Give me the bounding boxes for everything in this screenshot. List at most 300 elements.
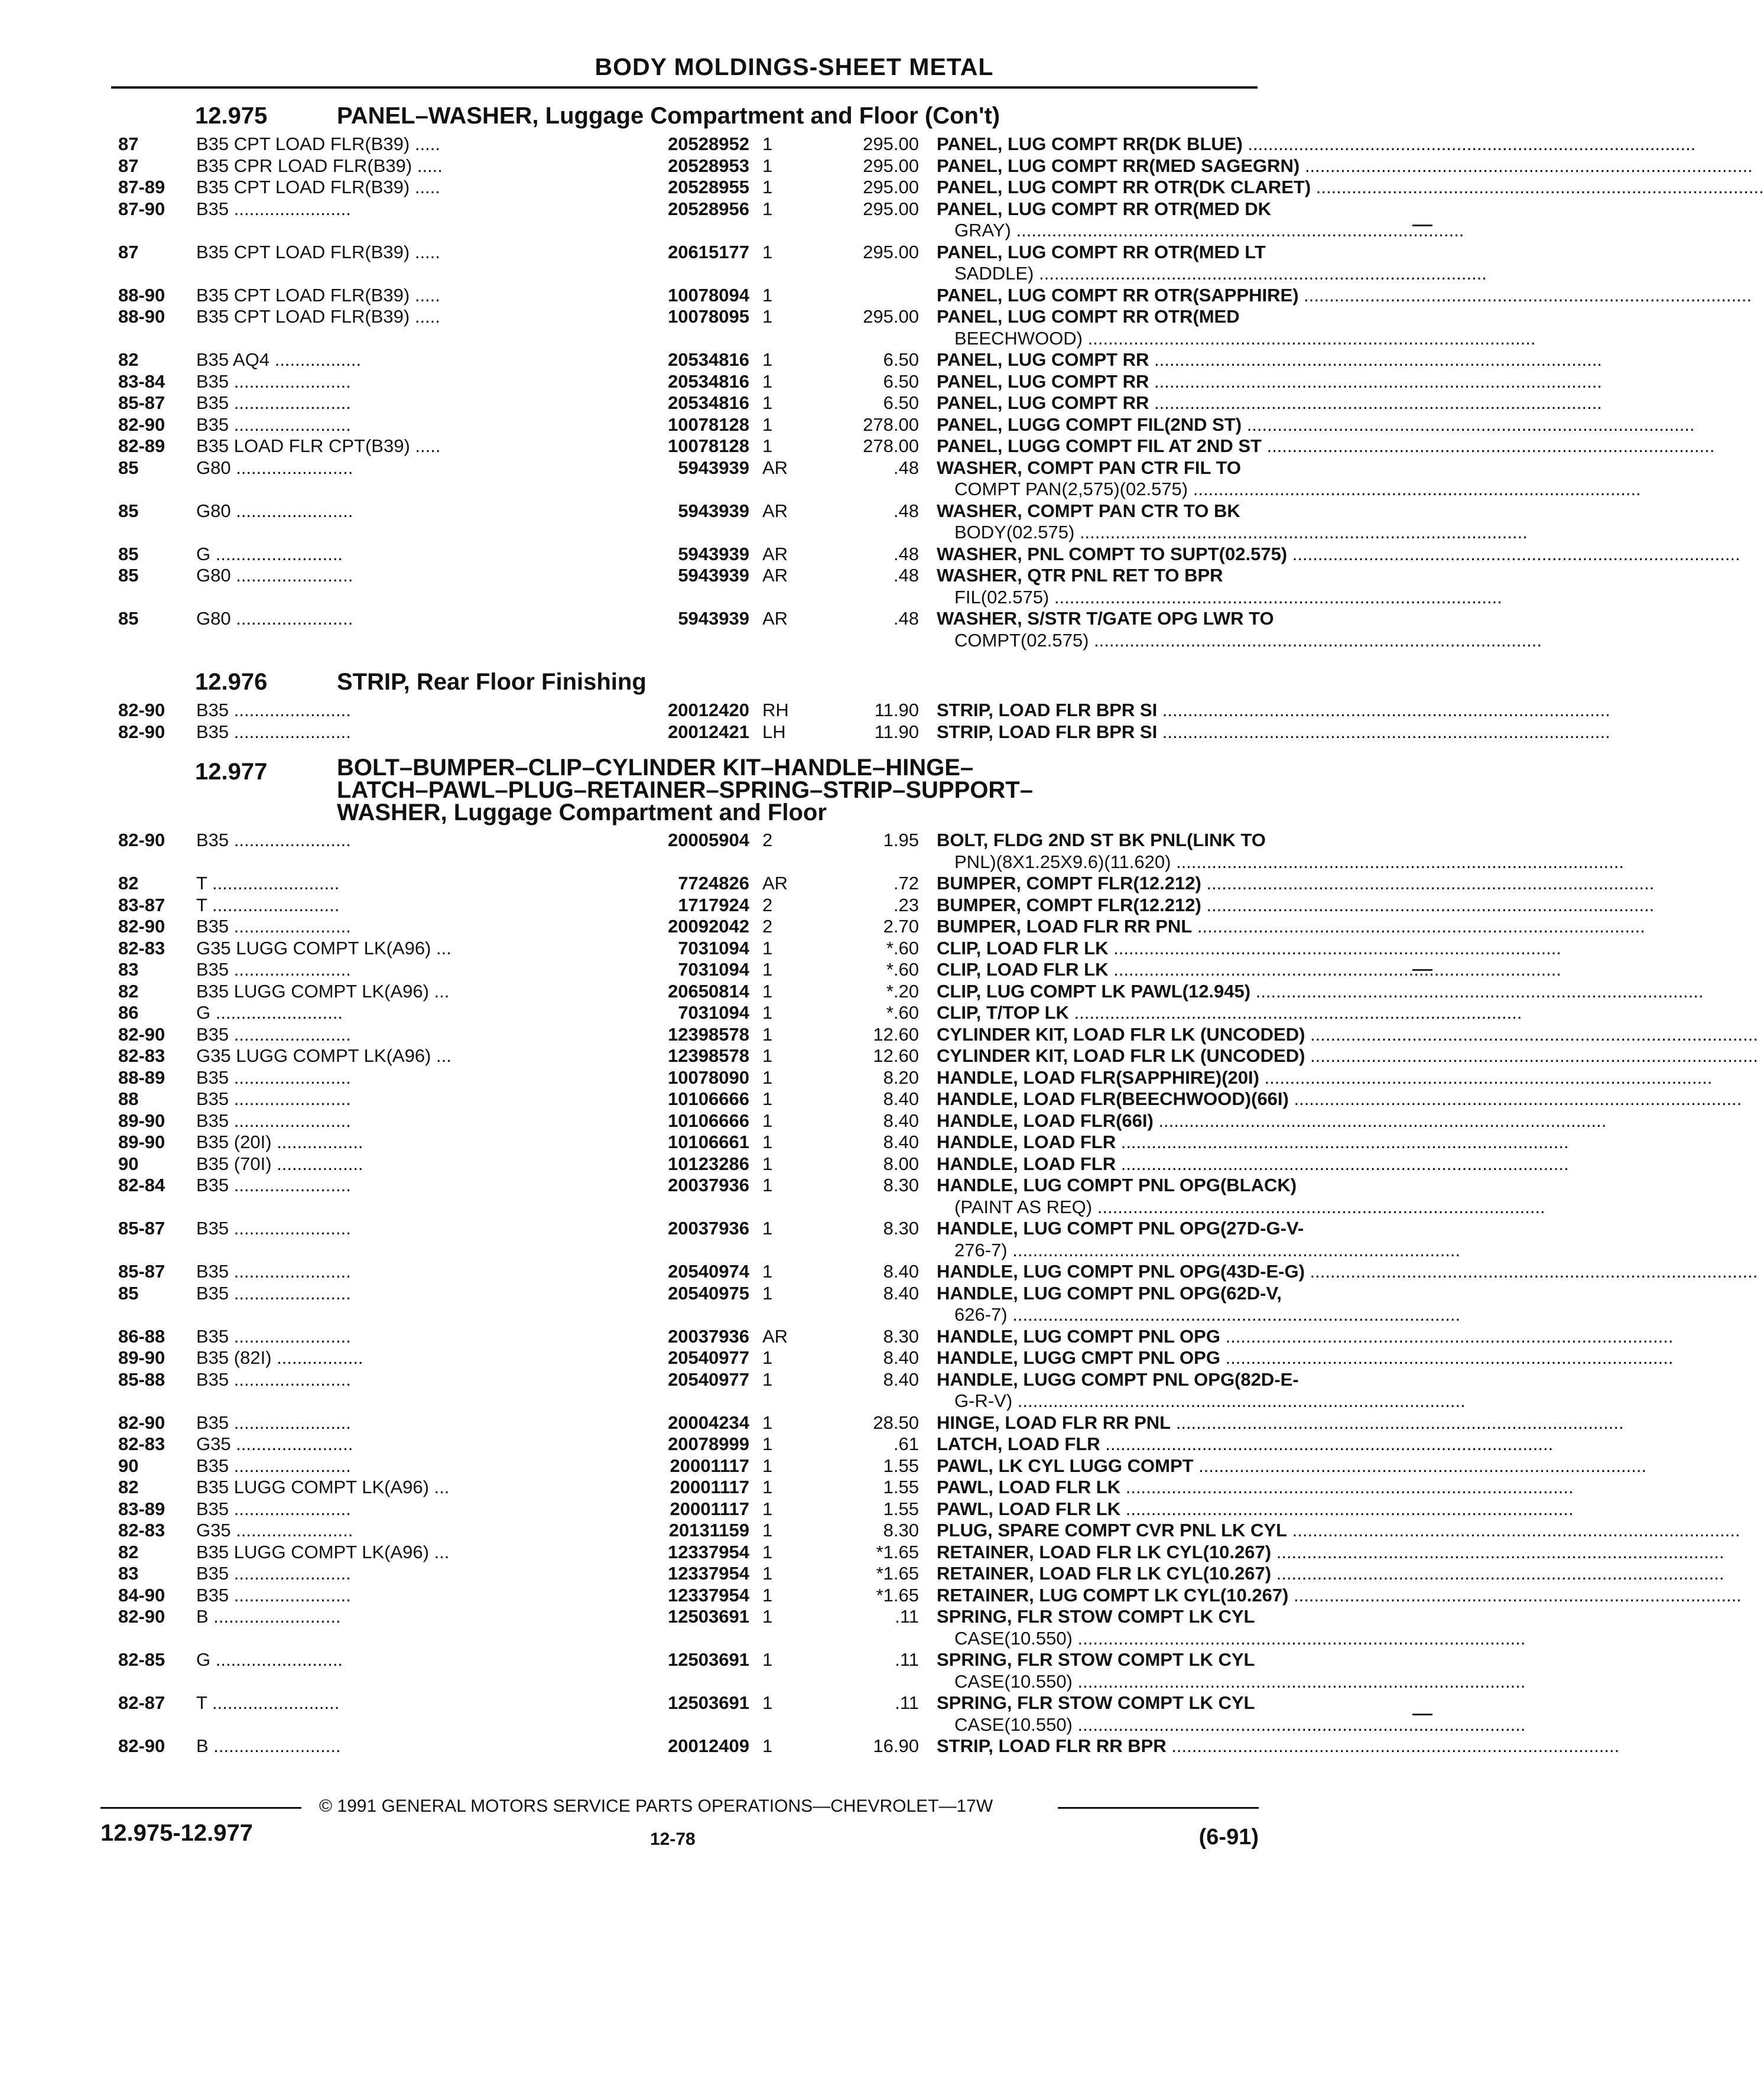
table-row [118,1563,1272,1585]
price: 28.50 [873,1412,919,1433]
model-years: 82-83 [118,1045,165,1066]
model-years: 87-89 [118,177,165,197]
quantity: 1 [762,349,773,370]
description-line: STRIP, LOAD FLR BPR SI ..... [937,722,1610,742]
description-continuation: SADDLE) ..... [937,263,1268,285]
model-years: 82 [118,980,139,1002]
description-continuation: FIL(02.575) ..... [937,587,1268,609]
application: B35 ....................... [196,1175,351,1195]
description-line: HANDLE, LOAD FLR(SAPPHIRE)(20I) ..... [937,1067,1713,1088]
price: .48 [893,565,919,586]
description-line: HINGE, LOAD FLR RR PNL ..... [937,1412,1624,1433]
part-number: 10123286 [668,1153,749,1174]
quantity: 1 [762,134,773,154]
description-line: WASHER, COMPT PAN CTR TO BK [937,500,1240,521]
model-years: 82-83 [118,1434,165,1454]
description [937,242,1268,285]
description-line: HANDLE, LUG COMPT PNL OPG(62D-V, [937,1282,1282,1304]
table-row [118,1153,1259,1175]
quantity: 1 [762,241,773,262]
quantity: 1 [762,937,773,958]
quantity: 1 [762,1175,773,1195]
price: .48 [893,457,919,478]
description [937,959,1268,981]
table-row [118,1175,1297,1218]
model-years: 87-90 [118,198,165,219]
table-row [118,414,1259,436]
table-row [118,1455,1259,1477]
quantity: 1 [762,370,773,392]
quantity: 1 [762,198,773,219]
table-row [118,700,1259,722]
section-title [337,756,1033,824]
application: B35 ....................... [196,392,351,413]
model-years: 82-84 [118,1175,165,1195]
model-years: 82-90 [118,414,165,435]
description [937,1282,1282,1326]
description-line: PANEL, LUG COMPT RR OTR(SAPPHIRE) ..... [937,285,1752,306]
table-row [118,1347,1259,1369]
model-years: 82 [118,873,139,893]
price: 1.95 [883,830,919,850]
description [937,1153,1268,1175]
description [937,1541,1272,1564]
description [937,700,1268,722]
table-row [118,349,1259,371]
model-years: 83 [118,959,139,980]
application: B35 CPT LOAD FLR(B39) ..... [196,177,440,197]
quantity: AR [762,565,788,586]
description-line: PAWL, LOAD FLR LK ..... [937,1477,1574,1497]
parts-table [118,830,1305,1757]
price: .48 [893,500,919,521]
part-number: 10078095 [668,306,749,327]
model-years: 85-87 [118,392,165,413]
price: 278.00 [863,414,919,435]
application: G ......................... [196,1649,343,1670]
model-years: 82-90 [118,700,165,720]
description-line: HANDLE, LUG COMPT PNL OPG(BLACK) [937,1175,1297,1195]
price: 6.50 [883,392,919,413]
part-number: 20534816 [668,392,749,413]
description [937,1434,1268,1455]
application: B35 LUGG COMPT LK(A96) ... [196,1541,450,1562]
price: 11.90 [874,700,919,720]
description [937,608,1274,651]
price: *1.65 [876,1541,919,1562]
price: 6.50 [883,349,919,370]
description [937,284,1299,307]
description-line: RETAINER, LUG COMPT LK CYL(10.267) ..... [937,1585,1742,1606]
quantity: 1 [762,1541,773,1562]
part-number: 20078999 [668,1434,749,1454]
application: B35 ....................... [196,370,351,392]
price: *.20 [886,980,919,1002]
description [937,1692,1268,1736]
part-number: 20005904 [668,830,749,850]
quantity: 1 [762,1434,773,1454]
model-years: 89-90 [118,1347,165,1368]
quantity: 1 [762,980,773,1002]
table-row [118,608,1274,651]
table-row [118,1412,1259,1434]
page-footer [100,1796,1259,1867]
model-years: 87 [118,241,139,262]
description [937,1002,1268,1024]
application: B35 CPT LOAD FLR(B39) ..... [196,284,440,306]
price: 8.40 [883,1110,919,1131]
quantity: 1 [762,1045,773,1066]
part-number: 20131159 [668,1520,749,1540]
model-years: 83-87 [118,894,165,915]
description-line: CLIP, LOAD FLR LK ..... [937,938,1561,958]
description [937,830,1268,873]
description-line: WASHER, S/STR T/GATE OPG LWR TO [937,608,1274,629]
description [937,1584,1289,1607]
table-row [118,177,1311,199]
price: 8.30 [883,1325,919,1347]
part-number: 12337954 [668,1541,749,1562]
quantity: 1 [762,1282,773,1304]
table-row [118,1002,1259,1024]
description [937,1045,1305,1067]
application: G80 ....................... [196,565,353,586]
table-row [118,436,1262,457]
quantity: 1 [762,1153,773,1174]
description-line: HANDLE, LUGG COMPT PNL OPG(82D-E- [937,1369,1299,1390]
application: B ......................... [196,1606,341,1627]
description [937,1369,1299,1412]
model-years: 83-89 [118,1498,165,1519]
description-line: HANDLE, LOAD FLR ..... [937,1132,1569,1152]
application: B35 CPR LOAD FLR(B39) ..... [196,155,443,176]
description-line: PANEL, LUG COMPT RR ..... [937,371,1602,392]
description [937,1455,1268,1477]
model-years: 88-90 [118,284,165,306]
model-years: 85 [118,500,139,521]
price: 295.00 [863,306,919,327]
application: B35 ....................... [196,916,351,937]
part-number: 20615177 [668,241,749,262]
application: B ......................... [196,1736,341,1756]
price: .11 [895,1692,919,1713]
part-number: 12503691 [668,1649,749,1670]
quantity: AR [762,608,788,629]
section-title-line: BOLT–BUMPER–CLIP–CYLINDER KIT–HANDLE–HINGE– [337,755,974,781]
application: G ......................... [196,543,343,564]
description [937,543,1288,566]
revision-date: (6-91) [1198,1825,1259,1850]
model-years: 85-88 [118,1369,165,1390]
description-line: RETAINER, LOAD FLR LK CYL(10.267) ..... [937,1563,1724,1584]
table-row [118,241,1266,285]
description-line: HANDLE, LUGG CMPT PNL OPG ..... [937,1347,1674,1368]
quantity: 1 [762,1649,773,1670]
page-title: BODY MOLDINGS-SHEET METAL [595,53,994,80]
quantity: 1 [762,1369,773,1390]
price: 8.40 [883,1369,919,1390]
section-number: 12.975 [195,103,268,129]
description [937,392,1268,414]
table-row [118,1649,1259,1692]
application: B35 ....................... [196,198,351,219]
section-title-line: LATCH–PAWL–PLUG–RETAINER–SPRING–STRIP–SUPPORT– [337,777,1033,803]
description-line: PAWL, LK CYL LUGG COMPT ..... [937,1455,1646,1476]
quantity: 1 [762,1110,773,1131]
model-years: 84-90 [118,1584,165,1606]
part-number: 12398578 [668,1023,749,1045]
application: B35 LUGG COMPT LK(A96) ... [196,980,450,1002]
description-line: BOLT, FLDG 2ND ST BK PNL(LINK TO [937,830,1266,850]
model-years: 82-87 [118,1692,165,1713]
section-number: 12.976 [195,669,268,695]
part-number: 12337954 [668,1563,749,1584]
model-years: 85 [118,457,139,478]
description-line: HANDLE, LOAD FLR ..... [937,1153,1569,1174]
quantity: 1 [762,177,773,197]
price: 8.30 [883,1218,919,1239]
model-years: 82-89 [118,436,165,456]
description-line: SPRING, FLR STOW COMPT LK CYL [937,1692,1255,1713]
description-continuation: CASE(10.550) ..... [937,1628,1268,1650]
model-years: 87 [118,134,139,154]
description-line: SPRING, FLR STOW COMPT LK CYL [937,1649,1255,1670]
table-row [118,371,1259,393]
description-line: PANEL, LUG COMPT RR ..... [937,349,1602,370]
description [937,981,1268,1003]
application: G ......................... [196,1002,343,1023]
description [937,1477,1268,1499]
description-continuation: COMPT(02.575) ..... [937,630,1268,652]
part-number: 7031094 [678,937,749,958]
quantity: 1 [762,1584,773,1606]
description [937,1736,1268,1757]
part-number: 10106666 [668,1088,749,1109]
application: B35 (82I) ................. [196,1347,363,1368]
part-number: 7031094 [678,1002,749,1023]
table-row [118,500,1259,544]
section-12-976 [118,667,1259,743]
price: 295.00 [863,134,919,154]
part-number: 20528956 [668,198,749,219]
description [937,1563,1272,1585]
quantity: 1 [762,1023,773,1045]
price: .72 [893,873,919,893]
description [937,1067,1268,1089]
application: B35 ....................... [196,1563,351,1584]
header-rule [111,86,1258,89]
price: 12.60 [873,1023,919,1045]
model-years: 90 [118,1455,139,1476]
quantity: 1 [762,1606,773,1627]
description [937,938,1268,960]
application: B35 ....................... [196,1412,351,1433]
description-continuation: BODY(02.575) ..... [937,522,1268,544]
price: 8.40 [883,1261,919,1282]
part-number: 20012421 [668,721,749,742]
part-number: 20012420 [668,700,749,720]
table-row [118,873,1259,895]
margin-tick-mark [1412,969,1432,971]
table-row [118,830,1266,873]
price: 295.00 [863,198,919,219]
table-row [118,1499,1259,1520]
application: B35 ....................... [196,1110,351,1131]
table-row [118,1110,1259,1132]
description-continuation: 276-7) ..... [937,1240,1268,1262]
application: B35 ....................... [196,1455,351,1476]
table-row [118,916,1259,938]
price: 2.70 [883,916,919,937]
description [937,1088,1289,1110]
application: B35 ....................... [196,1023,351,1045]
quantity: AR [762,543,788,564]
model-years: 82-90 [118,1736,165,1756]
price: 1.55 [883,1477,919,1497]
description-line: RETAINER, LOAD FLR LK CYL(10.267) ..... [937,1542,1724,1562]
description [937,1326,1268,1348]
price: 12.60 [873,1045,919,1066]
description-continuation: COMPT PAN(2,575)(02.575) ..... [937,479,1268,500]
description [937,1649,1268,1692]
application: B35 ....................... [196,1498,351,1519]
quantity: 1 [762,436,773,456]
application: B35 CPT LOAD FLR(B39) ..... [196,241,440,262]
application: B35 ....................... [196,1261,351,1282]
quantity: 1 [762,414,773,435]
part-number: 20001117 [670,1455,749,1476]
section-heading [118,100,1259,134]
application: B35 ....................... [196,1218,351,1239]
application: B35 ....................... [196,1584,351,1606]
model-years: 82-83 [118,937,165,958]
price: *.60 [886,959,919,980]
price: 8.40 [883,1132,919,1152]
part-number: 20001117 [670,1477,749,1497]
description [937,916,1268,938]
part-number: 12398578 [668,1045,749,1066]
description-line: CLIP, T/TOP LK ..... [937,1002,1522,1023]
part-number: 5943939 [678,565,749,586]
model-years: 85 [118,608,139,629]
model-years: 82 [118,1541,139,1562]
application: G80 ....................... [196,608,353,629]
part-number: 7031094 [678,959,749,980]
description-line: HANDLE, LUG COMPT PNL OPG ..... [937,1326,1674,1347]
application: G35 LUGG COMPT LK(A96) ... [196,1045,451,1066]
part-number: 20534816 [668,370,749,392]
part-number: 20534816 [668,349,749,370]
part-number: 10106666 [668,1110,749,1131]
part-number: 20012409 [668,1736,749,1756]
description-line: STRIP, LOAD FLR BPR SI ..... [937,700,1610,720]
copyright-line: © 1991 GENERAL MOTORS SERVICE PARTS OPERATIONS—CHEVROLET—17W [319,1796,993,1816]
part-number: 20037936 [668,1325,749,1347]
quantity: AR [762,1325,788,1347]
quantity: 1 [762,1088,773,1109]
description [937,1218,1304,1261]
model-years: 82-90 [118,916,165,937]
description-line: WASHER, COMPT PAN CTR FIL TO [937,457,1241,478]
application: T ......................... [196,1692,340,1713]
description-line: WASHER, QTR PNL RET TO BPR [937,565,1223,586]
description-continuation: PNL)(8X1.25X9.6)(11.620) ..... [937,852,1268,873]
quantity: AR [762,873,788,893]
description [937,873,1268,895]
price: *.60 [886,937,919,958]
description [937,1499,1268,1520]
description [937,1023,1305,1046]
table-row [118,1132,1259,1153]
table-row [118,198,1272,242]
description [937,198,1272,242]
application: B35 LUGG COMPT LK(A96) ... [196,1477,450,1497]
description-line: PANEL, LUG COMPT RR OTR(MED [937,306,1240,327]
section-number: 12.977 [195,759,268,785]
table-row [118,1520,1288,1542]
model-years: 82-90 [118,1023,165,1045]
price: .48 [893,543,919,564]
table-row [118,1023,1305,1046]
margin-tick-mark [1412,1714,1432,1715]
part-number: 20004234 [668,1412,749,1433]
footer-rule-left [100,1807,301,1809]
model-years: 82-90 [118,1606,165,1627]
section-heading [118,756,1259,830]
price: 11.90 [874,721,919,742]
price: *1.65 [876,1563,919,1584]
model-years: 83 [118,1563,139,1584]
model-years: 86-88 [118,1325,165,1347]
description [937,134,1268,155]
part-number: 20650814 [668,980,749,1002]
part-number: 20540974 [668,1261,749,1282]
description-line: PANEL, LUG COMPT RR(MED SAGEGRN) ..... [937,155,1753,176]
table-row [118,981,1259,1003]
application: B35 ....................... [196,1067,351,1088]
quantity: 2 [762,894,773,915]
table-row [118,457,1259,500]
application: G35 ....................... [196,1520,353,1540]
price: 8.40 [883,1088,919,1109]
quantity: 1 [762,1563,773,1584]
application: B35 ....................... [196,700,351,720]
price: 295.00 [863,241,919,262]
application: G80 ....................... [196,457,353,478]
application: B35 LOAD FLR CPT(B39) ..... [196,436,441,456]
description-continuation: CASE(10.550) ..... [937,1671,1268,1693]
part-number: 5943939 [678,500,749,521]
description-line: HANDLE, LUG COMPT PNL OPG(43D-E-G) ..... [937,1261,1757,1282]
model-years: 82-90 [118,830,165,850]
part-number: 20037936 [668,1175,749,1195]
model-years: 82-90 [118,721,165,742]
table-row [118,1067,1259,1089]
description-line: SPRING, FLR STOW COMPT LK CYL [937,1606,1255,1627]
table-row [118,392,1259,414]
quantity: 2 [762,830,773,850]
part-number: 20001117 [670,1498,749,1519]
part-number: 10078094 [668,284,749,306]
description-line: PANEL, LUG COMPT RR(DK BLUE) ..... [937,134,1695,154]
table-row [118,1045,1305,1067]
application: T ......................... [196,894,340,915]
model-years: 82-90 [118,1412,165,1433]
description [937,177,1311,199]
table-row [118,1282,1282,1326]
section-title-line: WASHER, Luggage Compartment and Floor [337,800,827,826]
table-row [118,565,1259,608]
